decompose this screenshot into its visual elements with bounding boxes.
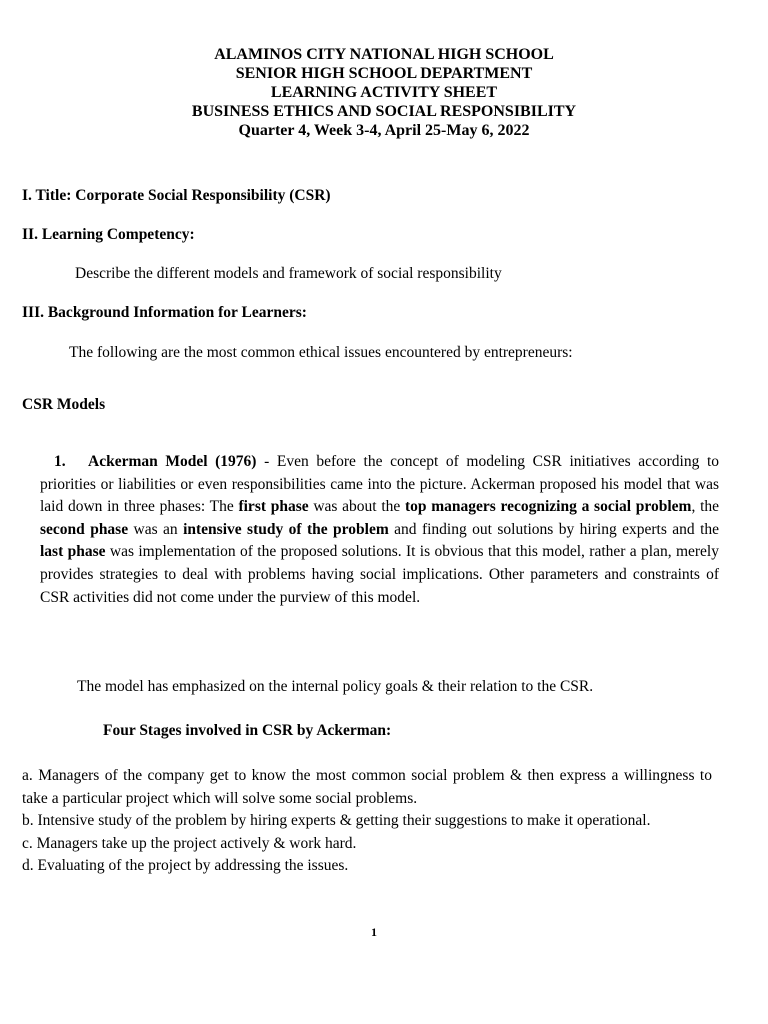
paragraph-text: and finding out solutions by hiring experts and the [388,520,719,538]
sheet-type: LEARNING ACTIVITY SHEET [270,84,498,101]
paragraph-text: , the [691,498,720,516]
second-phase-term: second phase [40,520,129,538]
competency-text: Describe the different models and framework of social responsibility [75,265,502,282]
school-name: ALAMINOS CITY NATIONAL HIGH SCHOOL [214,46,554,63]
background-intro: The following are the most common ethical issues encountered by entrepreneurs: [69,344,573,361]
list-item: b. Intensive study of the problem by hiring experts & getting their suggestions to make it operational. [22,812,651,829]
last-phase-term: last phase [40,543,106,561]
first-phase-term: first phase [238,498,309,516]
emphasis-text: The model has emphasized on the internal policy goals & their relation to the CSR. [77,678,594,695]
department-name: SENIOR HIGH SCHOOL DEPARTMENT [235,65,533,82]
list-item: c. Managers take up the project actively & work hard. [22,834,357,852]
top-managers-term: top managers recognizing a social problem [404,498,692,516]
page-number: 1 [371,925,377,939]
section-background-heading: III. Background Information for Learners: [22,304,307,321]
list-item: a. Managers of the company get to know the most common social problem & then express a willingness to take a particular project which will solve some social problems. [22,767,712,807]
subject-name: BUSINESS ETHICS AND SOCIAL RESPONSIBILITY [191,103,577,120]
stages-list [22,765,712,878]
csr-models-heading: CSR Models [22,396,106,413]
list-number: 1. [54,453,66,470]
paragraph-text: was about the [308,498,405,516]
section-title: I. Title: Corporate Social Responsibility (CSR) [22,187,331,204]
ackerman-paragraph [40,451,719,609]
model-name: Ackerman Model (1976) [88,453,257,470]
stages-heading: Four Stages involved in CSR by Ackerman: [103,722,392,739]
paragraph-text: was an [128,520,184,538]
section-competency-heading: II. Learning Competency: [22,226,195,243]
paragraph-text: was implementation of the proposed solutions. It is obvious that this model, rather a plan, merely provides strategies to deal with problems having social implications. Other parameters and constraints of CSR activities did not come under the purview of this model. [40,543,719,606]
paragraph-text: - Even before the concept of modeling CSR initiatives according to priorities or liabilities or even responsibilities came into the picture. Ackerman proposed his model that was laid down in three phases: The [40,453,720,516]
list-item: d. Evaluating of the project by addressing the issues. [22,857,349,874]
intensive-study-term: intensive study of the problem [183,520,389,538]
schedule-line: Quarter 4, Week 3-4, April 25-May 6, 2022 [238,122,530,139]
document-header [0,45,768,140]
